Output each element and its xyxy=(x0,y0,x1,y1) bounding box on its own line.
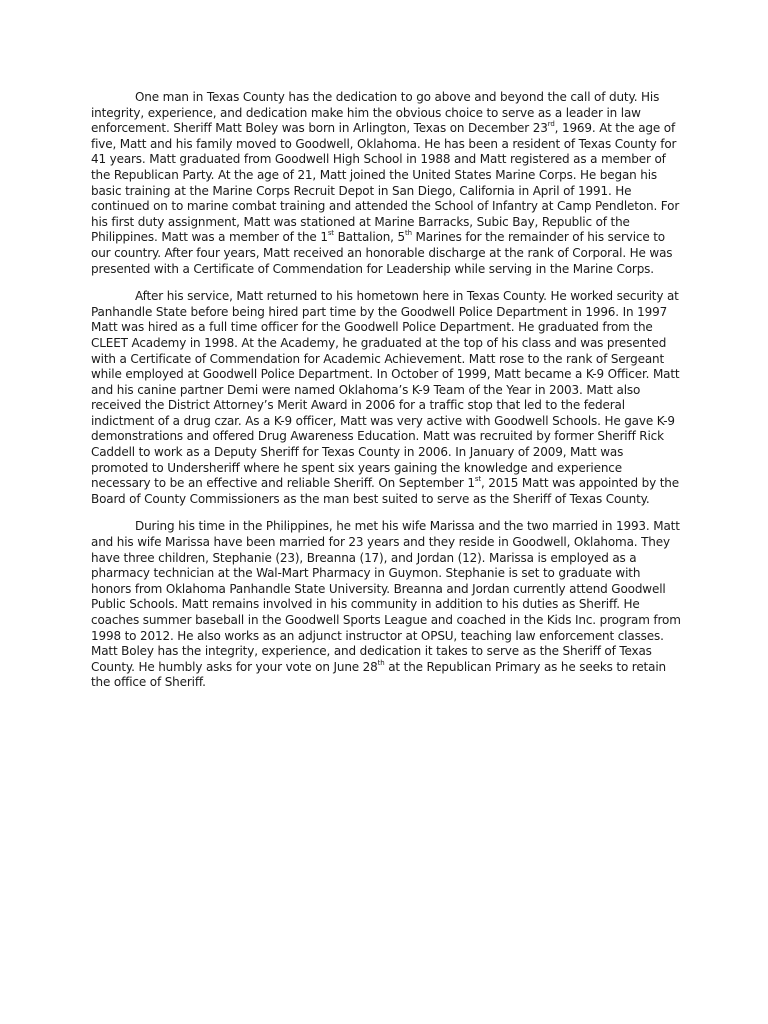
document-body xyxy=(91,90,681,703)
ordinal-suffix: st xyxy=(474,475,481,484)
paragraph-2 xyxy=(91,289,681,507)
paragraph-1 xyxy=(91,90,681,277)
ordinal-suffix: st xyxy=(327,229,334,238)
paragraph-3 xyxy=(91,519,681,691)
paragraph-text: at the Republican Primary as he seeks to retain the office of Sheriff. xyxy=(91,659,666,690)
paragraph-text: One man in Texas County has the dedication to go above and beyond the call of duty. His integrity, experience, and dedication make him the obvious choice to serve as a leader in law enforcement. Sheriff Matt Boley was born in Arlington, Texas on December 23 xyxy=(91,90,660,136)
paragraph-text: Battalion, 5 xyxy=(333,230,405,245)
paragraph-text: , 2015 Matt was appointed by the Board of County Commissioners as the man best suited to serve as the Sheriff of Texas County. xyxy=(91,476,679,506)
ordinal-suffix: th xyxy=(377,658,385,667)
paragraph-text: After his service, Matt returned to his hometown here in Texas County. He worked security at Panhandle State before being hired part time by the Goodwell Police Department in 1996. In 1997 Matt was hired as a full time officer for the Goodwell Police Department. He graduated from the CLEET Academy in 1998. At the Academy, he graduated at the top of his class and was presented with a Certificate of Commendation for Academic Achievement. Matt rose to the rank of Sergeant while employed at Goodwell Police Department. In October of 1999, Matt became a K-9 Officer. Matt and his canine partner Demi were named Oklahoma’s K-9 Team of the Year in 2003. Matt also received the District Attorney’s Merit Award in 2006 for a traffic stop that led to the federal indictment of a drug czar. As a K-9 officer, Matt was very active with Goodwell Schools. He gave K-9 demonstrations and offered Drug Awareness Education. Matt was recruited by former Sheriff Rick Caddell to work as a Deputy Sheriff for Texas County in 2006. In January of 2009, Matt was promoted to Undersheriff where he spent six years gaining the knowledge and experience necessary to be an effective and reliable Sheriff. On September 1 xyxy=(91,289,680,491)
ordinal-suffix: th xyxy=(405,229,412,238)
paragraph-text: , 1969. At the age of five, Matt and his family moved to Goodwell, Oklahoma. He has been a resident of Texas County for 41 years. Matt graduated from Goodwell High School in 1988 and Matt registered as a member of the Republican Party. At the age of 21, Matt joined the United States Marine Corps. He began his basic training at the Marine Corps Recruit Depot in San Diego, California in April of 1991. He continued on to marine combat training and attended the School of Infantry at Camp Pendleton. For his first duty assignment, Matt was stationed at Marine Barracks, Subic Bay, Republic of the Philippines. Matt was a member of the 1 xyxy=(91,121,680,245)
paragraph-text: During his time in the Philippines, he met his wife Marissa and the two married in 1993. Matt and his wife Marissa have been married for 23 years and they reside in Goodwell, Oklahoma. They have three children, Stephanie (23), Breanna (17), and Jordan (12). Marissa is employed as a pharmacy technician at the Wal-Mart Pharmacy in Guymon. Stephanie is set to graduate with honors from Oklahoma Panhandle State University. Breanna and Jordan currently attend Goodwell Public Schools. Matt remains involved in his community in addition to his duties as Sheriff. He coaches summer baseball in the Goodwell Sports League and coached in the Kids Inc. program from 1998 to 2012. He also works as an adjunct instructor at OPSU, teaching law enforcement classes. Matt Boley has the integrity, experience, and dedication it takes to serve as the Sheriff of Texas County. He humbly asks for your vote on June 28 xyxy=(91,519,681,674)
paragraph-text: Marines for the remainder of his service to our country. After four years, Matt received an honorable discharge at the rank of Corporal. He was presented with a Certificate of Commendation for Leadership while serving in the Marine Corps. xyxy=(91,230,673,276)
ordinal-suffix: rd xyxy=(547,120,555,129)
